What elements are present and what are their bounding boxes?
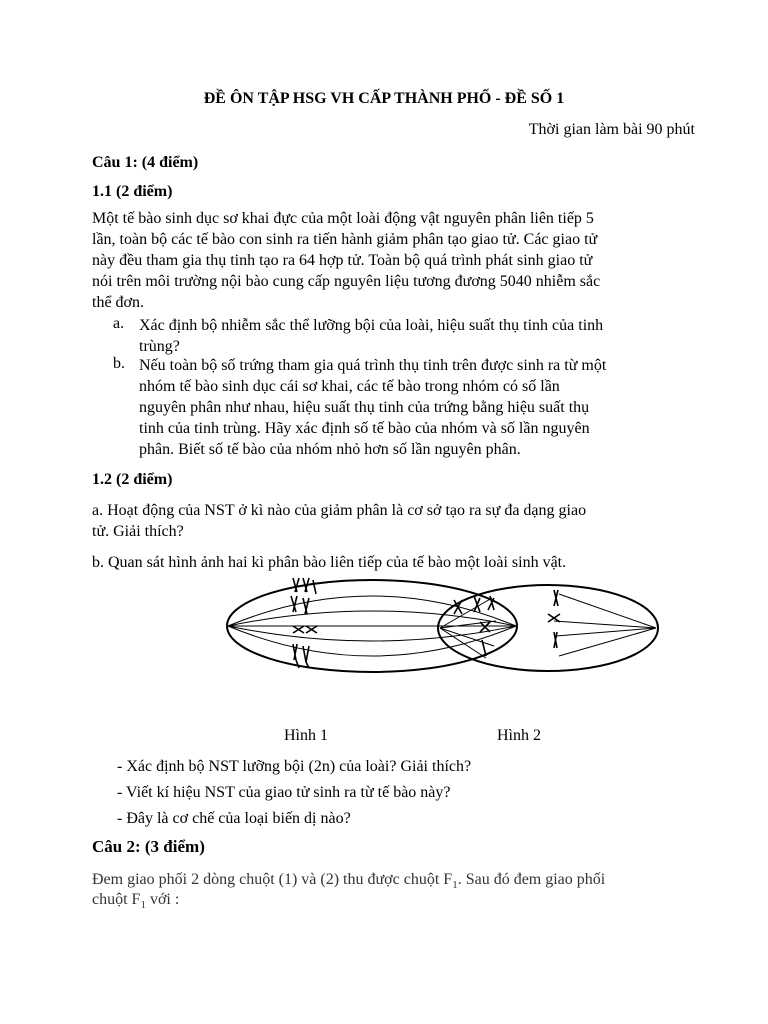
- paragraph-line: này đều tham gia thụ tinh tạo ra 64 hợp tử. Toàn bộ quá trình phát sinh giao tử: [92, 252, 593, 269]
- item-line: nguyên phân như nhau, hiệu suất thụ tinh của trứng bằng hiệu suất thụ: [139, 399, 590, 416]
- item-line: Nếu toàn bộ số trứng tham gia quá trình thụ tinh trên được sinh ra từ một: [139, 357, 607, 374]
- question-2-line-2: [92, 889, 179, 916]
- question-2-line-2-text: chuột F: [92, 891, 141, 908]
- figure-2-spindle-outline: [438, 585, 658, 671]
- figure-2-caption: Hình 2: [497, 727, 541, 744]
- paragraph-line: a. Hoạt động của NST ở kì nào của giảm phân là cơ sở tạo ra sự đa dạng giao: [92, 502, 587, 519]
- question-1-heading: Câu 1: (4 điểm): [92, 154, 199, 171]
- question-2-line-1-end: . Sau đó đem giao phối: [457, 871, 606, 888]
- figure-1-chromosomes: [291, 578, 317, 668]
- figure-1-cell: [227, 578, 517, 672]
- bullet-item: - Viết kí hiệu NST của giao tử sinh ra từ tế bào này?: [117, 784, 451, 801]
- question-1-2-part-b: b. Quan sát hình ảnh hai kì phân bào liên tiếp của tế bào một loài sinh vật.: [92, 554, 567, 571]
- figure-2-cell: [438, 585, 658, 671]
- bullet-item: - Đây là cơ chế của loại biến dị nào?: [117, 810, 351, 827]
- paragraph-line: nói trên môi trường nội bào cung cấp nguyên liệu tương đương 5040 nhiễm sắc: [92, 273, 601, 290]
- item-a-text: [139, 315, 679, 357]
- figure-2-chromosomes: [454, 590, 560, 656]
- figure-1-spindle-fibers: [228, 596, 516, 656]
- item-line: tinh của tinh trùng. Hãy xác định số tế bào của nhóm và số lần nguyên: [139, 420, 590, 437]
- item-line: phân. Biết số tế bào của nhóm nhỏ hơn số lần nguyên phân.: [139, 441, 521, 458]
- time-limit: Thời gian làm bài 90 phút: [528, 121, 695, 138]
- question-1-1-paragraph: [92, 208, 692, 313]
- paragraph-line: lần, toàn bộ các tế bào con sinh ra tiến hành giảm phân tạo giao tử. Các giao tử: [92, 231, 598, 248]
- bullet-item: - Xác định bộ NST lưỡng bội (2n) của loài? Giải thích?: [117, 758, 472, 775]
- question-1-2-part-a: [92, 500, 692, 542]
- question-2-line-1-text: Đem giao phối 2 dòng chuột (1) và (2) thu được chuột F: [92, 871, 453, 888]
- cell-division-figures: [224, 576, 684, 686]
- question-1-1-heading: 1.1 (2 điểm): [92, 183, 173, 200]
- item-a-marker: a.: [113, 315, 125, 332]
- paragraph-line: Một tế bào sinh dục sơ khai đực của một loài động vật nguyên phân liên tiếp 5: [92, 210, 594, 227]
- item-line: Xác định bộ nhiễm sắc thể lưỡng bội của loài, hiệu suất thụ tinh của tinh: [139, 317, 604, 334]
- paragraph-line: tử. Giải thích?: [92, 523, 184, 540]
- question-2-line-2-end: với :: [145, 891, 180, 908]
- question-2-line-1-subscript: 1: [452, 879, 458, 892]
- item-b-marker: b.: [113, 355, 125, 372]
- item-line: trùng?: [139, 338, 180, 355]
- item-line: nhóm tế bào sinh dục cái sơ khai, các tế bào trong nhóm có số lần: [139, 378, 560, 395]
- question-1-2-heading: 1.2 (2 điểm): [92, 471, 173, 488]
- figure-1-caption: Hình 1: [284, 727, 328, 744]
- question-2-line-2-subscript: 1: [140, 899, 146, 912]
- item-b-text: [139, 355, 679, 460]
- document-title: ĐỀ ÔN TẬP HSG VH CẤP THÀNH PHỐ - ĐỀ SỐ 1: [203, 90, 565, 107]
- paragraph-line: thể đơn.: [92, 294, 145, 311]
- question-2-heading: Câu 2: (3 điểm): [92, 837, 205, 856]
